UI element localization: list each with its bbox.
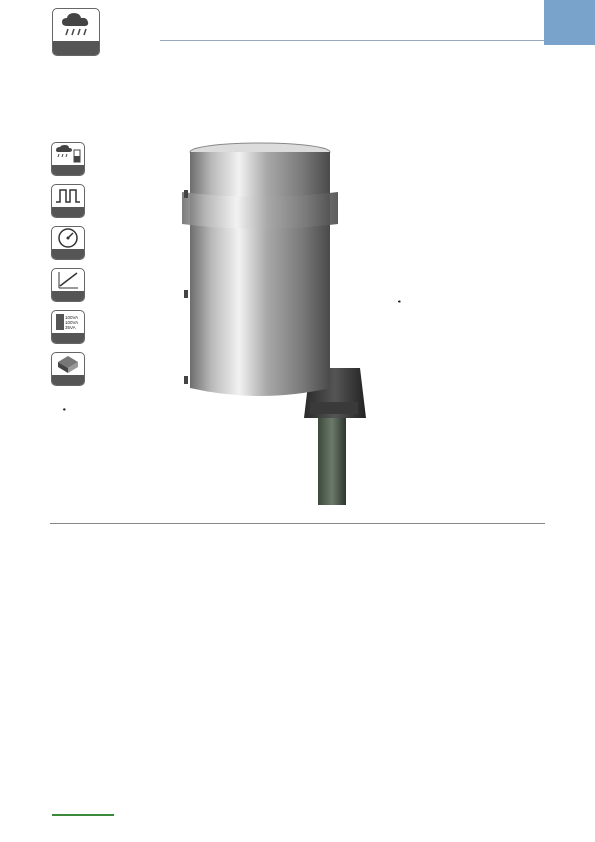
precipitation-sensor-badge-label — [53, 41, 99, 55]
analog-output-label — [52, 249, 84, 259]
metal-material-badge — [51, 352, 85, 386]
linearised-label — [52, 291, 84, 301]
linearised-badge — [51, 268, 85, 302]
precipitation-amount-icon — [52, 143, 84, 165]
pulse-output-icon — [52, 185, 84, 207]
svg-text:100VA: 100VA — [65, 315, 79, 321]
precipitation-amount-badge — [51, 142, 85, 176]
metal-material-icon — [52, 353, 84, 375]
svg-text:35VA: 35VA — [65, 325, 76, 331]
linearised-icon — [52, 269, 84, 291]
heater-icon — [52, 311, 84, 333]
pulse-output-label — [52, 207, 84, 217]
precipitation-amount-label — [52, 165, 84, 175]
heater-badge — [51, 310, 85, 344]
spec-table-header — [50, 511, 545, 524]
svg-text:100VA: 100VA — [65, 320, 79, 326]
analog-output-badge — [51, 226, 85, 260]
product-image — [170, 140, 395, 505]
header-accent-tab — [544, 0, 595, 45]
pulse-output-badge — [51, 184, 85, 218]
title-divider — [160, 40, 544, 41]
metal-material-label — [52, 375, 84, 385]
lambrecht-logo — [52, 795, 170, 827]
precipitation-sensor-badge — [52, 8, 100, 56]
logo-bar — [52, 814, 114, 816]
analog-output-icon — [52, 227, 84, 249]
rain-cloud-icon — [53, 9, 99, 41]
heater-label — [52, 333, 84, 343]
